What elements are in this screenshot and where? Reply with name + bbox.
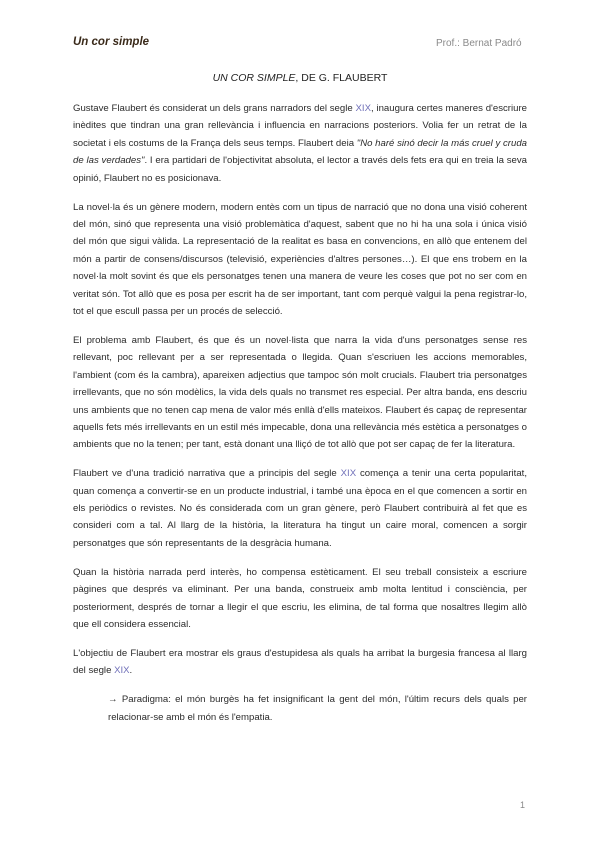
roman-numeral: XIX	[340, 468, 357, 480]
paragraph-2: La novel·la és un gènere modern, modern entès com un tipus de narració que no dona una visió coherent del món, sinó que representa una visió problemàtica d'aquest, sabent que no hi ha una sola i única visió del món que sigui vàlida. La representació de la realitat es basa en convencions, en allò que entenem del món a partir de consens/discursos (televisió, experiències d'altres persones…). El que ens trobem en la novel·la molt sovint és que els personatges tenen una manera de veure les coses que pot no ser com en veritat són. Tot allò que es posa per escrit ha de ser important, tant com perquè valgui la pena registrar-lo, tot el que escull passa per un procés de selecció.	[73, 201, 527, 317]
document-body	[73, 100, 527, 738]
paragraph-4	[73, 465, 527, 552]
paragraph-4-text-a: Flaubert ve d'una tradició narrativa que a principis del segle	[73, 468, 341, 480]
paragraph-1-text-a: Gustave Flaubert és considerat un dels grans narradors del segle	[73, 103, 356, 114]
paragraph-1	[73, 100, 527, 187]
paragraph-1-text-c: . I era partidari de l'objectivitat absoluta, el lector a través dels fets era qui en treia la seva opinió, Flaubert no es posicionava.	[73, 155, 527, 184]
flaubert-quote: "No haré sinó decir la más cruel y cruda de las verdades"	[73, 137, 527, 167]
roman-numeral: XIX	[355, 103, 371, 114]
paragraph-paradigm: → Paradigma: el món burgès ha fet insignificant la gent del món, l'últim recurs dels quals per relacionar-se amb el món és l'empatia.	[108, 694, 527, 723]
paragraph-3: El problema amb Flaubert, és que és un novel·lista que narra la vida d'uns personatges sense res rellevant, poc rellevant per a ser representada o llegida. Quan s'escriuen les accions memorables, l'ambient (com és la cambra), apareixen adjectius que tampoc són molt crucials. Flaubert tria personatges irrellevants, que no són modèlics, la vida dels quals no transmet res especial. Per altra banda, ens descriu uns ambients que no tenen cap mena de valor més enllà d'ells mateixos. Flaubert és capaç de representar aquells fets més irrellevants en un estil més impecable, dona una rellevància més estètica a personatges o ambients que no la tenen; per tant, està donant una lliçó de tot allò que pot ser capaç de fer la literatura.	[73, 334, 527, 451]
title-rest: , DE G. FLAUBERT	[295, 72, 388, 84]
paragraph-6-text-b: .	[129, 665, 133, 677]
title-italic: UN COR SIMPLE	[212, 72, 296, 84]
paragraph-1-text-b: , inaugura certes maneres d'escriure inèdites que tindran una gran rellevància i influencia en narracions posteriors. Volia fer un retrat de la societat i els costums de la França dels seus temps. Flaubert deia	[73, 103, 527, 149]
header-teacher: Prof.: Bernat Padró	[436, 38, 522, 49]
header-course-title: Un cor simple	[73, 36, 150, 48]
paragraph-4-text-b: comença a tenir una certa popularitat, quan comença a convertir-se en un producte industrial, i també una època en el que comencen a sortir en els periòdics o revistes. No és considerada com un gran gènere, però Flaubert contribuirà al fet que es consideri com a tal. Al llarg de la història, la literatura ha tingut un caire moral, comencen a sorgir personatges que són representants de la desgràcia humana.	[73, 468, 527, 549]
paragraph-6	[73, 645, 527, 680]
page-number: 1	[520, 800, 526, 810]
page-title	[0, 72, 600, 84]
paragraph-6-text-a: L'objectiu de Flaubert era mostrar els graus d'estupidesa als quals ha arribat la burgesia francesa al llarg del segle	[73, 647, 527, 677]
roman-numeral: XIX	[114, 665, 130, 677]
paragraph-5: Quan la història narrada perd interès, ho compensa estèticament. El seu treball consisteix a escriure pàgines que després va eliminant. Per una banda, construeix amb molta lentitud i consciència, per posteriorment, després de tornar a llegir el que escriu, les elimina, de tal forma que nosaltres llegim allò que ell considera essencial.	[73, 566, 527, 630]
